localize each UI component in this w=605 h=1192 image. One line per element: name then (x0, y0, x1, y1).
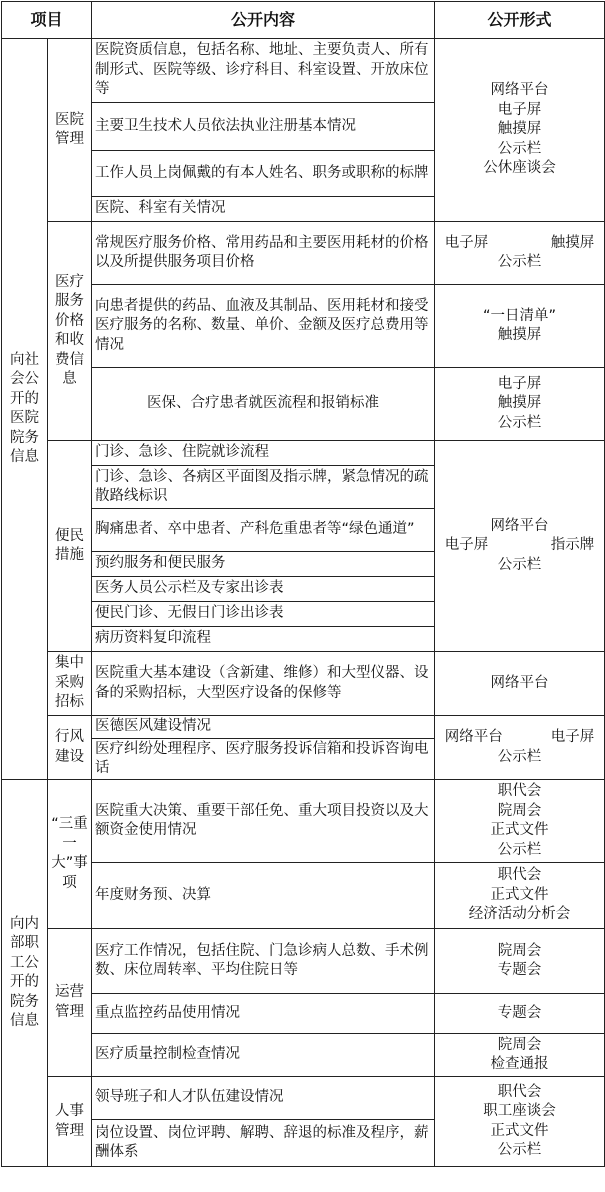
table-row (2, 368, 605, 441)
header-item: 项目 (2, 2, 92, 39)
content-cell: 年度财务预、决算 (92, 863, 435, 929)
content-cell: 便民门诊、无假日门诊出诊表 (92, 602, 435, 627)
form-cell: 院周会 专题会 (435, 929, 605, 994)
content-cell: 岗位设置、岗位评聘、解聘、辞退的标准及程序，薪酬体系 (92, 1120, 435, 1167)
group-procurement-title: 集中采购招标 (48, 652, 92, 716)
group-operations-title: 运营管理 (48, 929, 92, 1077)
content-cell: 主要卫生技术人员依法执业注册基本情况 (92, 103, 435, 151)
content-cell: 领导班子和人才队伍建设情况 (92, 1077, 435, 1120)
content-cell: 预约服务和便民服务 (92, 552, 435, 577)
form-cell: 职代会 正式文件 经济活动分析会 (435, 863, 605, 929)
disclosure-table (1, 1, 605, 1167)
form-cell: “一日清单” 触摸屏 (435, 285, 605, 368)
section-internal-title: 向内部职工公开的院务信息 (2, 780, 48, 1167)
form-cell: 电子屏 触摸屏 公示栏 (435, 222, 605, 285)
content-cell: 门诊、急诊、各病区平面图及指示牌，紧急情况的疏散路线标识 (92, 466, 435, 509)
header-form: 公开形式 (435, 2, 605, 39)
table-row (2, 1077, 605, 1120)
form-cell: 电子屏 触摸屏 公示栏 (435, 368, 605, 441)
form-cell: 网络平台 (435, 652, 605, 716)
content-cell: 医保、合疗患者就医流程和报销标准 (92, 368, 435, 441)
form-cell: 院周会 检查通报 (435, 1034, 605, 1077)
table-row (2, 222, 605, 285)
group-convenience-title: 便民措施 (48, 441, 92, 652)
content-cell: 医院资质信息，包括名称、地址、主要负责人、所有制形式、医院等级、诊疗科目、科室设置、开放床位等 (92, 39, 435, 103)
table-header-row (2, 2, 605, 39)
content-cell: 医疗工作情况，包括住院、门急诊病人总数、手术例数、床位周转率、平均住院日等 (92, 929, 435, 994)
content-cell: 常规医疗服务价格、常用药品和主要医用耗材的价格以及所提供服务项目价格 (92, 222, 435, 285)
table-row (2, 441, 605, 466)
group-sanzhong-title: “三重一大”事项 (48, 780, 92, 929)
content-cell: 工作人员上岗佩戴的有本人姓名、职务或职称的标牌 (92, 151, 435, 197)
section-public-title: 向社会公开的医院院务信息 (2, 39, 48, 780)
content-cell: 向患者提供的药品、血液及其制品、医用耗材和接受医疗服务的名称、数量、单价、金额及医疗总费用等情况 (92, 285, 435, 368)
content-cell: 医德医风建设情况 (92, 716, 435, 739)
table-row (2, 1034, 605, 1077)
content-cell: 门诊、急诊、住院就诊流程 (92, 441, 435, 466)
group-pricing-title: 医疗服务价格和收费信息 (48, 222, 92, 441)
content-cell: 医务人员公示栏及专家出诊表 (92, 577, 435, 602)
form-cell: 职代会 职工座谈会 正式文件 公示栏 (435, 1077, 605, 1167)
group-personnel-title: 人事管理 (48, 1077, 92, 1167)
table-row (2, 780, 605, 863)
table-row (2, 863, 605, 929)
content-cell: 医疗质量控制检查情况 (92, 1034, 435, 1077)
content-cell: 医院、科室有关情况 (92, 197, 435, 222)
group-conduct-title: 行风建设 (48, 716, 92, 780)
table-row (2, 929, 605, 994)
table-row (2, 994, 605, 1034)
content-cell: 医院重大基本建设（含新建、维修）和大型仪器、设备的采购招标，大型医疗设备的保修等 (92, 652, 435, 716)
form-cell: 职代会 院周会 正式文件 公示栏 (435, 780, 605, 863)
table-row (2, 285, 605, 368)
content-cell: 病历资料复印流程 (92, 627, 435, 652)
content-cell: 胸痛患者、卒中患者、产科危重患者等“绿色通道” (92, 509, 435, 552)
table-row (2, 716, 605, 739)
form-cell: 网络平台 电子屏 公示栏 (435, 716, 605, 780)
form-cell: 网络平台 电子屏 指示牌 公示栏 (435, 441, 605, 652)
content-cell: 重点监控药品使用情况 (92, 994, 435, 1034)
header-content: 公开内容 (92, 2, 435, 39)
table-row (2, 39, 605, 103)
group-hospital-mgmt-title: 医院管理 (48, 39, 92, 222)
content-cell: 医疗纠纷处理程序、医疗服务投诉信箱和投诉咨询电话 (92, 739, 435, 780)
form-cell: 网络平台 电子屏 触摸屏 公示栏 公休座谈会 (435, 39, 605, 222)
content-cell: 医院重大决策、重要干部任免、重大项目投资以及大额资金使用情况 (92, 780, 435, 863)
table-row (2, 652, 605, 716)
form-cell: 专题会 (435, 994, 605, 1034)
